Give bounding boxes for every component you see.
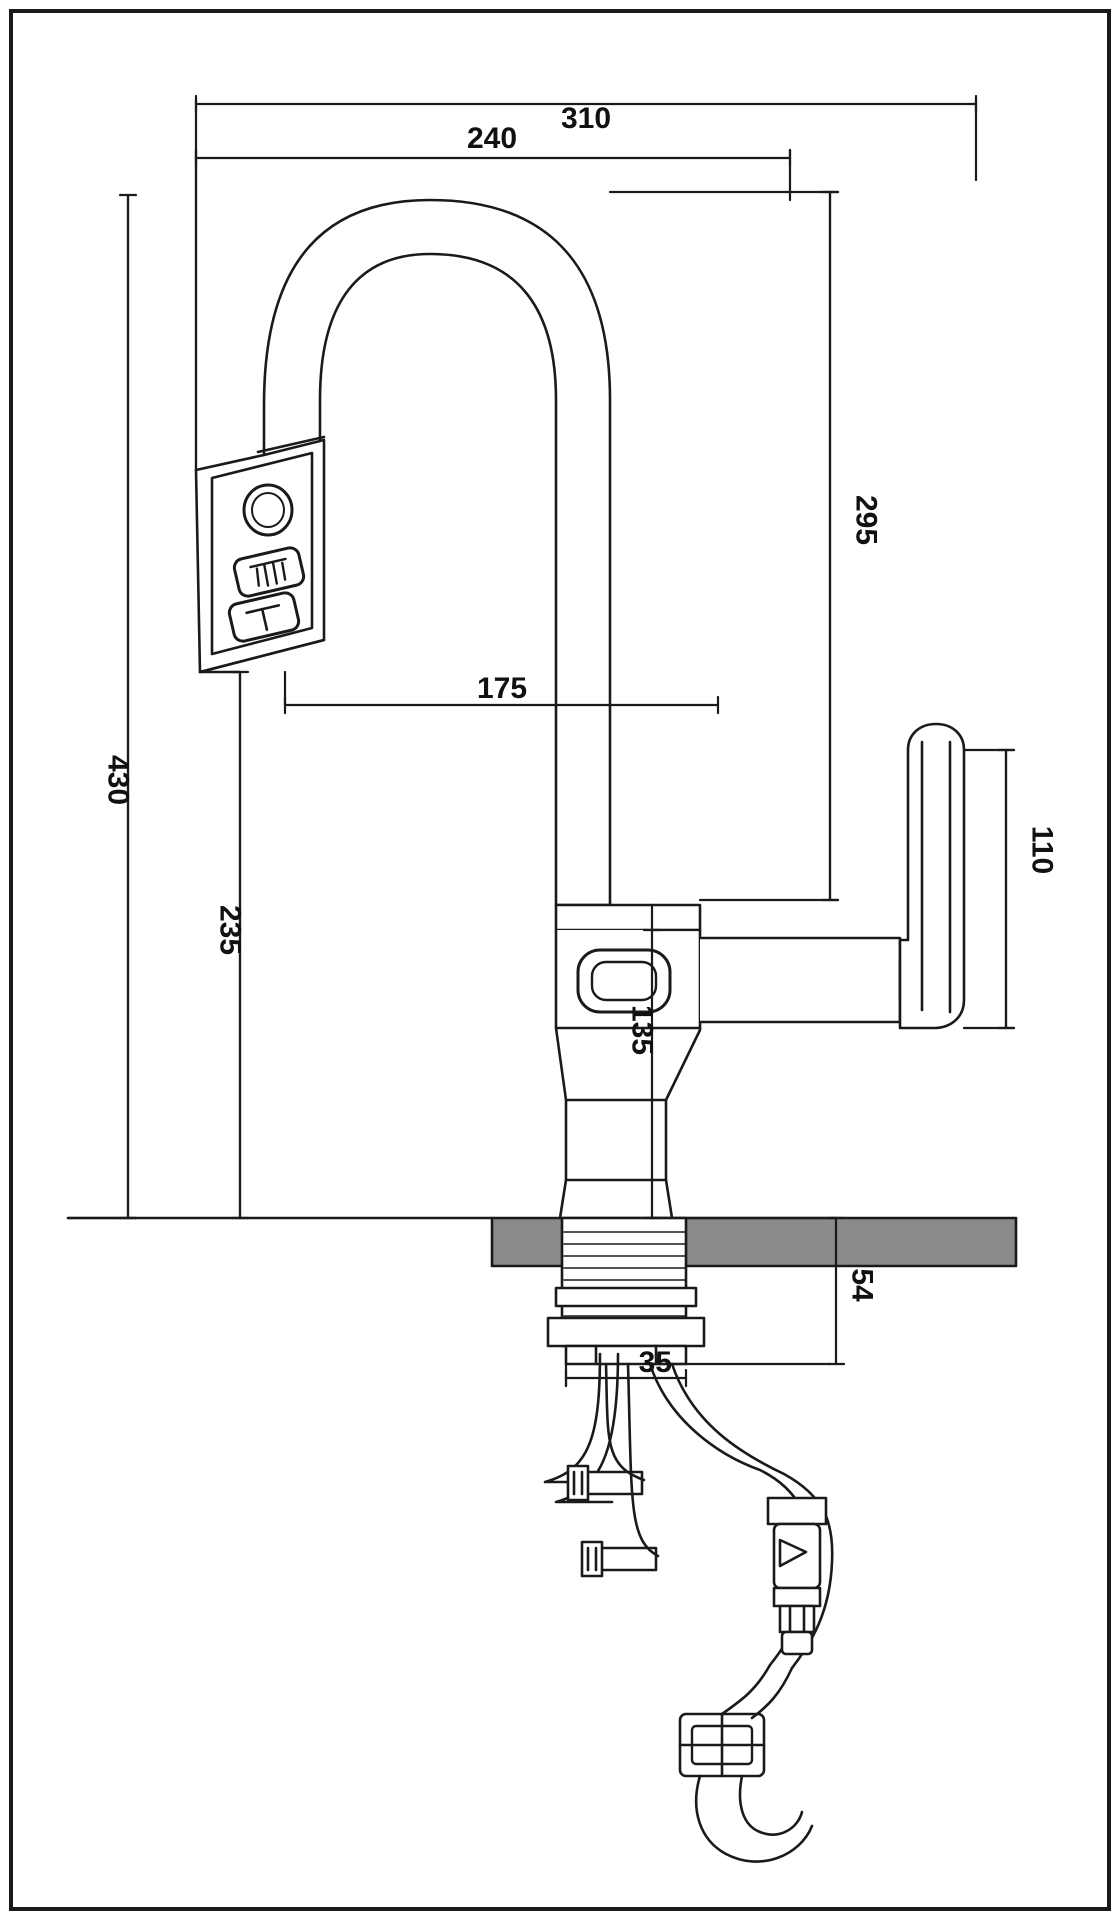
dimension-label-430: 430	[101, 754, 135, 806]
button-round-icon[interactable]	[244, 485, 292, 535]
dimension-label-235: 235	[213, 904, 247, 956]
spray-head	[196, 437, 324, 672]
dimension-label-135: 135	[625, 1004, 659, 1056]
dimension-label-110: 110	[1025, 825, 1059, 875]
dimension-label-295: 295	[849, 494, 883, 546]
hose-weight	[680, 1714, 764, 1776]
dimension-label-175: 175	[476, 672, 528, 705]
body-indicator-window	[578, 950, 670, 1012]
mounting-shank	[548, 1218, 704, 1364]
dimension-label-240: 240	[466, 122, 518, 155]
dimension-label-310: 310	[560, 102, 612, 135]
dimension-label-35: 35	[638, 1346, 672, 1379]
supply-connector-2	[582, 1542, 656, 1576]
dimension-label-54: 54	[845, 1268, 879, 1302]
